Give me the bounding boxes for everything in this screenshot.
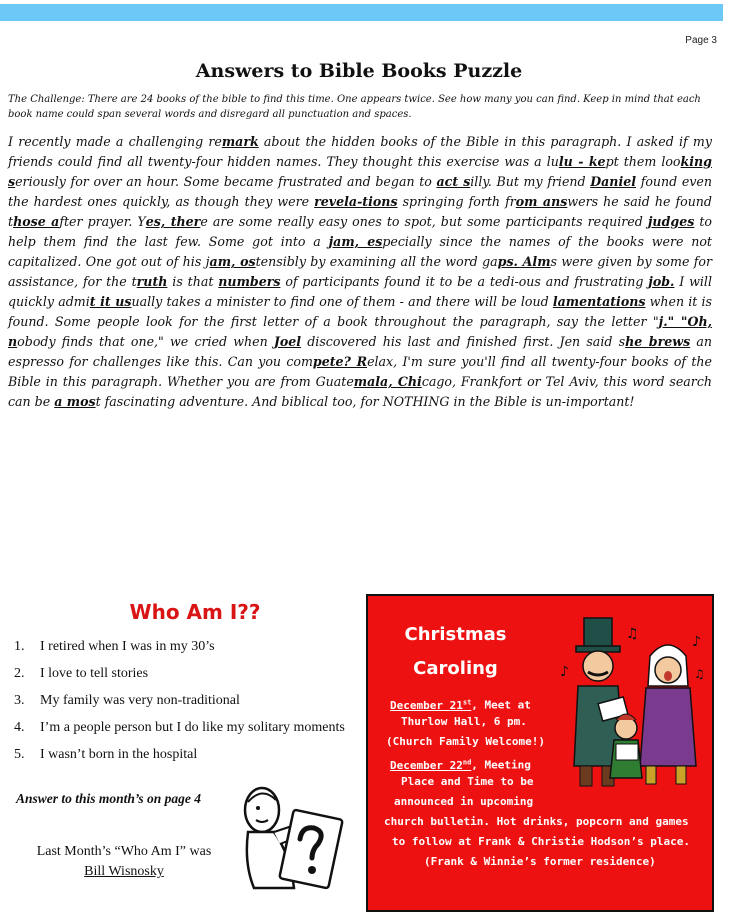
hidden-book-answer: om ans — [515, 194, 568, 209]
paragraph-text: wers he said he found t — [8, 194, 712, 229]
hidden-book-answer: hose a — [13, 214, 60, 229]
challenge-text: The Challenge: There are 24 books of the bible to find this time. One appears twice. See how many you can find. Keep in mind that each book name could span several words and disregard all punctuation and spaces. — [8, 94, 701, 120]
caroling-box — [366, 594, 714, 912]
caroling-line-5: Place and Time to be — [401, 775, 534, 788]
paragraph-text: discovered his last and finished first. Jen said s — [301, 334, 626, 349]
paragraph-text: pt them loo — [605, 154, 681, 169]
hidden-book-answer: judges — [647, 214, 695, 229]
answer-note: Answer to this month’s on page 4 — [16, 791, 202, 806]
caroling-line-6: announced in upcoming — [394, 795, 534, 808]
clue-text: I wasn’t born in the hospital — [40, 747, 198, 762]
article-title: Answers to Bible Books Puzzle — [195, 60, 523, 82]
clue-number: 5. — [14, 747, 25, 762]
paragraph-text: is that — [167, 274, 219, 289]
hidden-book-answer: j." "Oh, n — [8, 314, 713, 349]
clue-item — [14, 665, 354, 682]
paragraph-text: found even the hardest ones quickly, as though they were — [8, 174, 712, 209]
caroling-line-1: December 21st, Meet at — [390, 698, 531, 712]
paragraph-text: of participants found it to be a tedi-ous and frustrating — [280, 274, 649, 289]
paragraph-text: ually takes a minister to find one of them - and there will be loud — [131, 294, 553, 309]
clue-text: My family was very non-traditional — [40, 693, 240, 708]
last-month-label: Last Month’s “Who Am I” was — [36, 844, 212, 859]
hidden-book-answer: es, ther — [145, 214, 201, 229]
caroling-line-8: to follow at Frank & Christie Hodson’s place. — [392, 835, 691, 848]
clue-item — [14, 746, 354, 763]
clue-text: I love to tell stories — [40, 666, 149, 681]
clue-number: 3. — [14, 693, 25, 708]
paragraph-text: when it is found. Some people look for the first letter of a book throughout the paragraph, say the letter " — [8, 294, 713, 329]
paragraph-text: I recently made a challenging re — [8, 134, 222, 149]
paragraph-text: to help them find the last few. Some got into a — [8, 214, 713, 249]
caroling-title-line1: Christmas — [404, 624, 507, 645]
hidden-book-answer: pete? R — [312, 354, 368, 369]
caroling-line-9: (Frank & Winnie’s former residence) — [424, 855, 656, 868]
page-number: Page 3 — [685, 35, 717, 46]
hidden-book-answer: am, os — [209, 254, 256, 269]
clue-item — [14, 719, 354, 736]
last-month-name: Bill Wisnosky — [84, 864, 164, 879]
caroling-date-1: December 21st — [390, 698, 472, 712]
paragraph-text: s were given by some for assistance, for the t — [8, 254, 713, 289]
carolers-clipart-icon — [556, 616, 706, 792]
clue-item — [14, 692, 354, 709]
hidden-book-answer: lamentations — [552, 294, 646, 309]
hidden-book-answer: revela-tions — [314, 194, 398, 209]
clue-list — [14, 638, 354, 773]
clue-text: I retired when I was in my 30’s — [40, 639, 215, 654]
hidden-book-answer: he brews — [625, 334, 691, 349]
clue-text: I’m a people person but I do like my solitary moments — [40, 720, 345, 735]
clue-number: 4. — [14, 720, 25, 735]
hidden-book-answer: king s — [8, 154, 712, 189]
paragraph-text: illy. But my friend — [470, 174, 591, 189]
hidden-book-answer: jam, es — [328, 234, 383, 249]
paragraph-text: about the hidden books of the Bible in this paragraph. I asked if my friends could find all twenty-four hidden names. They thought this exercise was a lu — [8, 134, 712, 169]
hidden-book-answer: a mos — [54, 394, 96, 409]
clue-number: 1. — [14, 639, 25, 654]
caroling-line-7: church bulletin. Hot drinks, popcorn and games — [384, 815, 689, 828]
thinker-clipart-icon — [234, 784, 344, 894]
hidden-book-answer: t it us — [89, 294, 132, 309]
svg-text:♫: ♫ — [694, 667, 705, 681]
hidden-book-answer: Daniel — [590, 174, 637, 189]
paragraph-text: springing forth fr — [397, 194, 516, 209]
paragraph-text: fter prayer. Y — [59, 214, 146, 229]
svg-text:♪: ♪ — [560, 664, 569, 680]
caroling-line-2: Thurlow Hall, 6 pm. — [401, 715, 527, 728]
paragraph-text: pecially since the names of the books were not capitalized. One got out of his j — [8, 234, 712, 269]
hidden-book-answer: mark — [221, 134, 259, 149]
header-bar — [0, 4, 723, 21]
hidden-book-answer: mala, Chi — [353, 374, 422, 389]
hidden-book-answer: act s — [436, 174, 471, 189]
caroling-title — [388, 618, 523, 686]
caroling-date-2: December 22nd — [390, 758, 472, 772]
paragraph-text: e are some really easy ones to spot, but some participants required — [200, 214, 648, 229]
caroling-line-3: (Church Family Welcome!) — [386, 735, 545, 748]
paragraph-text: an espresso for challenges like this. Can you com — [8, 334, 712, 369]
who-am-i-title: Who Am I?? — [129, 600, 261, 624]
paragraph-text: elax, I'm sure you'll find all twenty-four books of the Bible in this paragraph. Whether you are from Guate — [8, 354, 712, 389]
paragraph-text: t fascinating adventure. And biblical too, for NOTHING in the Bible is un-important! — [95, 394, 635, 409]
caroling-line-4: December 22nd, Meeting — [390, 758, 531, 772]
clue-number: 2. — [14, 666, 25, 681]
last-month-note — [18, 842, 230, 882]
svg-text:♪: ♪ — [692, 634, 701, 650]
paragraph-text: obody finds that one," we cried when — [17, 334, 274, 349]
caroling-title-line2: Caroling — [413, 658, 498, 679]
svg-text:♫: ♫ — [626, 626, 639, 642]
paragraph-text: cago, Frankfort or Tel Aviv, this word search can be — [8, 374, 712, 409]
hidden-book-answer: lu - ke — [558, 154, 606, 169]
paragraph-text: eriously for over an hour. Some became frustrated and began to — [15, 174, 437, 189]
paragraph-text: tensibly by examining all the word ga — [255, 254, 498, 269]
hidden-book-answer: ruth — [136, 274, 168, 289]
hidden-book-answer: Joel — [273, 334, 302, 349]
paragraph-text: I will quickly admi — [8, 274, 712, 309]
hidden-book-answer: ps. Alm — [497, 254, 551, 269]
puzzle-paragraph — [8, 132, 712, 412]
hidden-book-answer: job. — [648, 274, 675, 289]
clue-item — [14, 638, 354, 655]
hidden-book-answer: numbers — [218, 274, 281, 289]
